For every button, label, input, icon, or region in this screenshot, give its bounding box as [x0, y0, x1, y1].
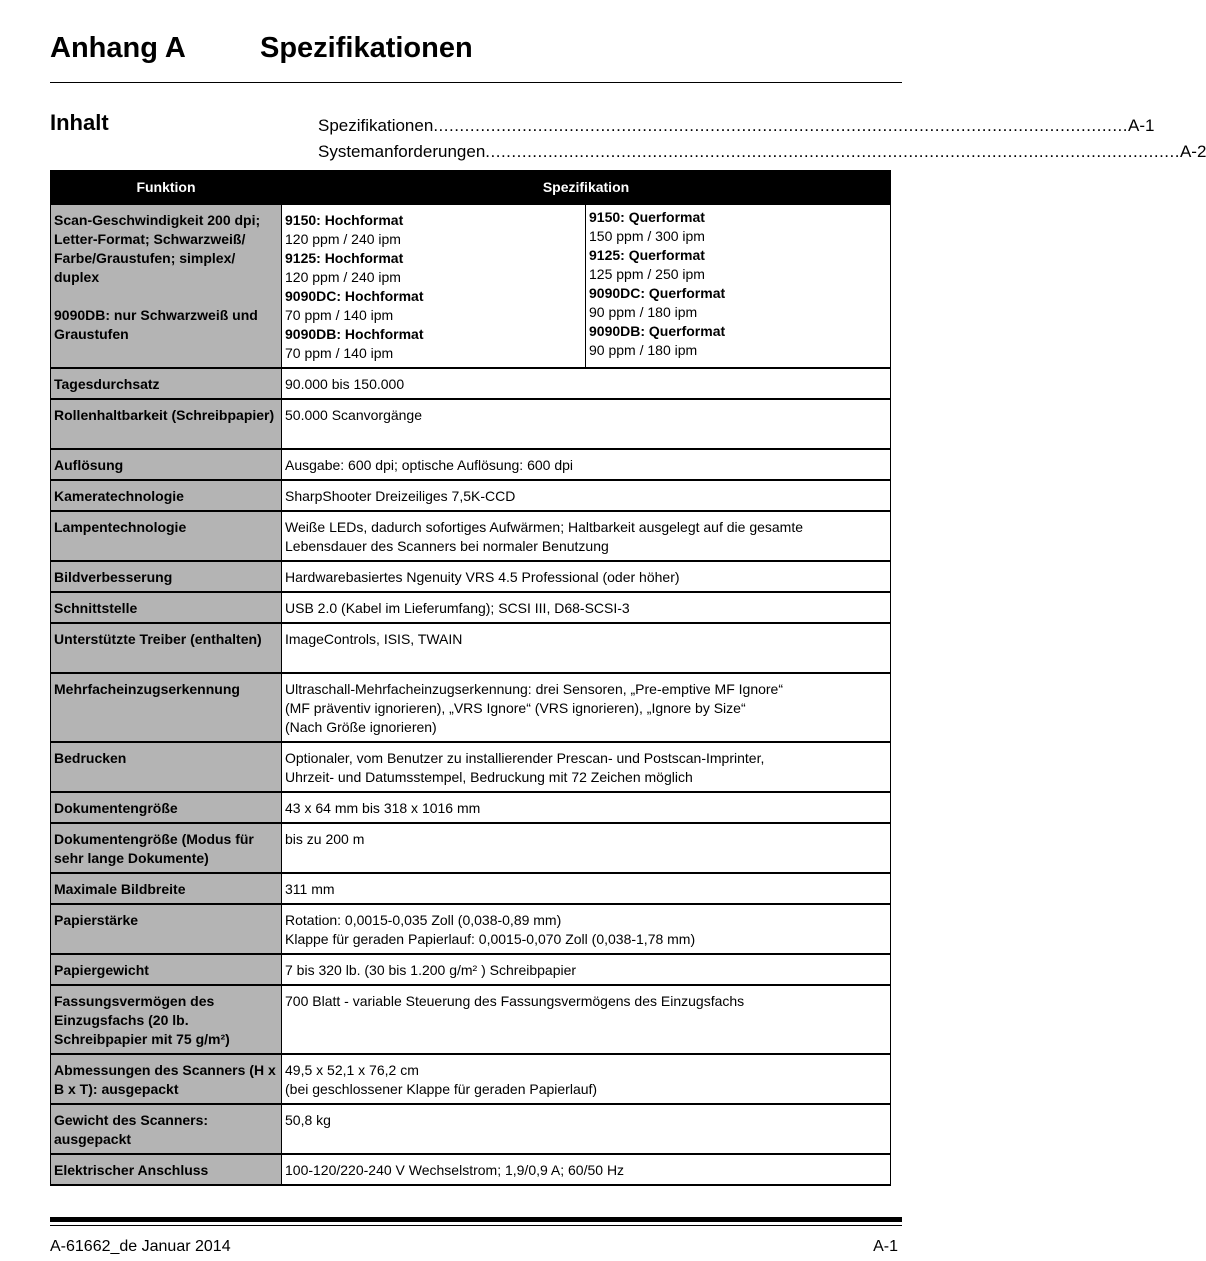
row-value	[282, 823, 891, 873]
row-value	[282, 1154, 891, 1185]
value-line: 311 mm	[285, 881, 335, 897]
row-key: Rollenhaltbarkeit (Schreibpapier)	[51, 399, 282, 449]
row-key: Dokumentengröße	[51, 792, 282, 823]
speed-value: 120 ppm / 240 ipm	[285, 231, 401, 247]
row-key: Lampentechnologie	[51, 511, 282, 561]
value-line: ImageControls, ISIS, TWAIN	[285, 631, 463, 647]
table-row	[51, 873, 891, 904]
row-value	[282, 399, 891, 449]
model-label: 9090DC: Querformat	[589, 285, 726, 301]
table-row	[51, 511, 891, 561]
value-line: (bei geschlossener Klappe für geraden Papierlauf)	[285, 1081, 598, 1097]
value-line: Ausgabe: 600 dpi; optische Auflösung: 600 dpi	[285, 457, 573, 473]
value-line: (MF präventiv ignorieren), „VRS Ignore“ (VRS ignorieren), „Ignore by Size“	[285, 700, 746, 716]
row-key: Auflösung	[51, 449, 282, 480]
toc-entry-label: Systemanforderungen	[318, 142, 486, 161]
speed-value: 150 ppm / 300 ipm	[589, 228, 705, 244]
row-value	[282, 623, 891, 673]
row-key: Gewicht des Scanners: ausgepackt	[51, 1104, 282, 1154]
value-line: bis zu 200 m	[285, 831, 365, 847]
value-line: 50.000 Scanvorgänge	[285, 407, 422, 423]
row-value	[282, 592, 891, 623]
row-key: Maximale Bildbreite	[51, 873, 282, 904]
table-row	[51, 1104, 891, 1154]
model-label: 9125: Querformat	[589, 247, 705, 263]
column-header-function: Funktion	[51, 171, 282, 205]
row-value	[282, 480, 891, 511]
table-row	[51, 1154, 891, 1185]
speed-key-note: 9090DB: nur Schwarzweiß und Graustufen	[54, 307, 258, 342]
contents-heading: Inhalt	[50, 110, 109, 135]
table-row	[51, 673, 891, 742]
speed-value: 70 ppm / 140 ipm	[285, 307, 394, 323]
table-row	[51, 480, 891, 511]
row-value	[282, 904, 891, 954]
footer-rule-thin	[50, 1225, 902, 1226]
model-label: 9150: Querformat	[589, 209, 705, 225]
table-row	[51, 449, 891, 480]
table-row	[51, 792, 891, 823]
value-line: 90.000 bis 150.000	[285, 376, 405, 392]
row-value	[282, 511, 891, 561]
table-row	[51, 561, 891, 592]
value-line: Hardwarebasiertes Ngenuity VRS 4.5 Professional (oder höher)	[285, 569, 680, 585]
row-value	[282, 954, 891, 985]
toc-entry[interactable]	[318, 116, 1155, 136]
row-key: Papiergewicht	[51, 954, 282, 985]
row-key: Mehrfacheinzugserkennung	[51, 673, 282, 742]
table-row	[51, 823, 891, 873]
row-key: Abmessungen des Scanners (H x B x T): ausgepackt	[51, 1054, 282, 1104]
column-header-spec: Spezifikation	[282, 171, 891, 205]
value-line: Klappe für geraden Papierlauf: 0,0015-0,070 Zoll (0,038-1,78 mm)	[285, 931, 696, 947]
value-line: Lebensdauer des Scanners bei normaler Benutzung	[285, 538, 609, 554]
table-row	[51, 1054, 891, 1104]
row-value	[282, 561, 891, 592]
row-key: Unterstützte Treiber (enthalten)	[51, 623, 282, 673]
value-line: Ultraschall-Mehrfacheinzugserkennung: drei Sensoren, „Pre-emptive MF Ignore“	[285, 681, 783, 697]
table-row	[51, 954, 891, 985]
value-line: USB 2.0 (Kabel im Lieferumfang); SCSI III, D68-SCSI-3	[285, 600, 630, 616]
row-value	[282, 1104, 891, 1154]
value-line: Weiße LEDs, dadurch sofortiges Aufwärmen; Haltbarkeit ausgelegt auf die gesamte	[285, 519, 804, 535]
value-line: (Nach Größe ignorieren)	[285, 719, 437, 735]
row-value	[282, 742, 891, 792]
table-row	[51, 742, 891, 792]
speed-value: 90 ppm / 180 ipm	[589, 342, 698, 358]
speed-key-text: Scan-Geschwindigkeit 200 dpi; Letter-Format; Schwarzweiß/ Farbe/Graustufen; simplex/ duplex	[54, 212, 261, 285]
row-key: Bildverbesserung	[51, 561, 282, 592]
row-key: Papierstärke	[51, 904, 282, 954]
model-label: 9090DB: Querformat	[589, 323, 726, 339]
row-key: Schnittstelle	[51, 592, 282, 623]
portrait-speeds	[282, 204, 586, 368]
row-value	[282, 673, 891, 742]
toc-leader: .....................................................................................................................................	[485, 142, 1180, 161]
value-line: Rotation: 0,0015-0,035 Zoll (0,038-0,89 mm)	[285, 912, 562, 928]
page-title: Spezifikationen	[260, 32, 473, 64]
document-id: A-61662_de Januar 2014	[50, 1238, 231, 1255]
page-number: A-1	[873, 1238, 898, 1255]
value-line: 700 Blatt - variable Steuerung des Fassungsvermögens des Einzugsfachs	[285, 993, 745, 1009]
table-row	[51, 623, 891, 673]
row-value	[282, 449, 891, 480]
toc-entry-label: Spezifikationen	[318, 116, 434, 135]
value-line: Uhrzeit- und Datumsstempel, Bedruckung mit 72 Zeichen möglich	[285, 769, 693, 785]
speed-value: 70 ppm / 140 ipm	[285, 345, 394, 361]
value-line: Optionaler, vom Benutzer zu installierender Prescan- und Postscan-Imprinter,	[285, 750, 765, 766]
value-line: 7 bis 320 lb. (30 bis 1.200 g/m² ) Schreibpapier	[285, 962, 577, 978]
row-key: Fassungsvermögen des Einzugsfachs (20 lb. Schreibpapier mit 75 g/m²)	[51, 985, 282, 1054]
page-header	[50, 30, 902, 83]
row-key: Elektrischer Anschluss	[51, 1154, 282, 1185]
row-key	[51, 204, 282, 368]
toc-entry[interactable]	[318, 142, 1206, 162]
speed-value: 120 ppm / 240 ipm	[285, 269, 401, 285]
value-line: 43 x 64 mm bis 318 x 1016 mm	[285, 800, 481, 816]
landscape-speeds	[586, 204, 891, 368]
table-row	[51, 904, 891, 954]
table-row	[51, 592, 891, 623]
toc-leader: .....................................................................................................................................	[433, 116, 1128, 135]
row-value	[282, 873, 891, 904]
spec-table	[50, 170, 891, 1186]
model-label: 9090DC: Hochformat	[285, 288, 424, 304]
table-row	[51, 204, 891, 368]
row-value	[282, 985, 891, 1054]
table-row	[51, 368, 891, 399]
footer-rule	[50, 1217, 902, 1222]
row-value	[282, 368, 891, 399]
row-key: Tagesdurchsatz	[51, 368, 282, 399]
toc-entry-page: A-2	[1179, 142, 1206, 161]
row-value	[282, 792, 891, 823]
table-row	[51, 399, 891, 449]
row-key: Dokumentengröße (Modus für sehr lange Dokumente)	[51, 823, 282, 873]
model-label: 9090DB: Hochformat	[285, 326, 424, 342]
row-key: Kameratechnologie	[51, 480, 282, 511]
toc-entry-page: A-1	[1128, 116, 1155, 135]
row-value	[282, 1054, 891, 1104]
model-label: 9125: Hochformat	[285, 250, 404, 266]
value-line: 100-120/220-240 V Wechselstrom; 1,9/0,9 A; 60/50 Hz	[285, 1162, 625, 1178]
value-line: 50,8 kg	[285, 1112, 331, 1128]
appendix-label: Anhang A	[50, 32, 186, 64]
speed-value: 90 ppm / 180 ipm	[589, 304, 698, 320]
model-label: 9150: Hochformat	[285, 212, 404, 228]
row-key: Bedrucken	[51, 742, 282, 792]
speed-value: 125 ppm / 250 ipm	[589, 266, 705, 282]
table-row	[51, 985, 891, 1054]
value-line: 49,5 x 52,1 x 76,2 cm	[285, 1062, 419, 1078]
value-line: SharpShooter Dreizeiliges 7,5K-CCD	[285, 488, 516, 504]
